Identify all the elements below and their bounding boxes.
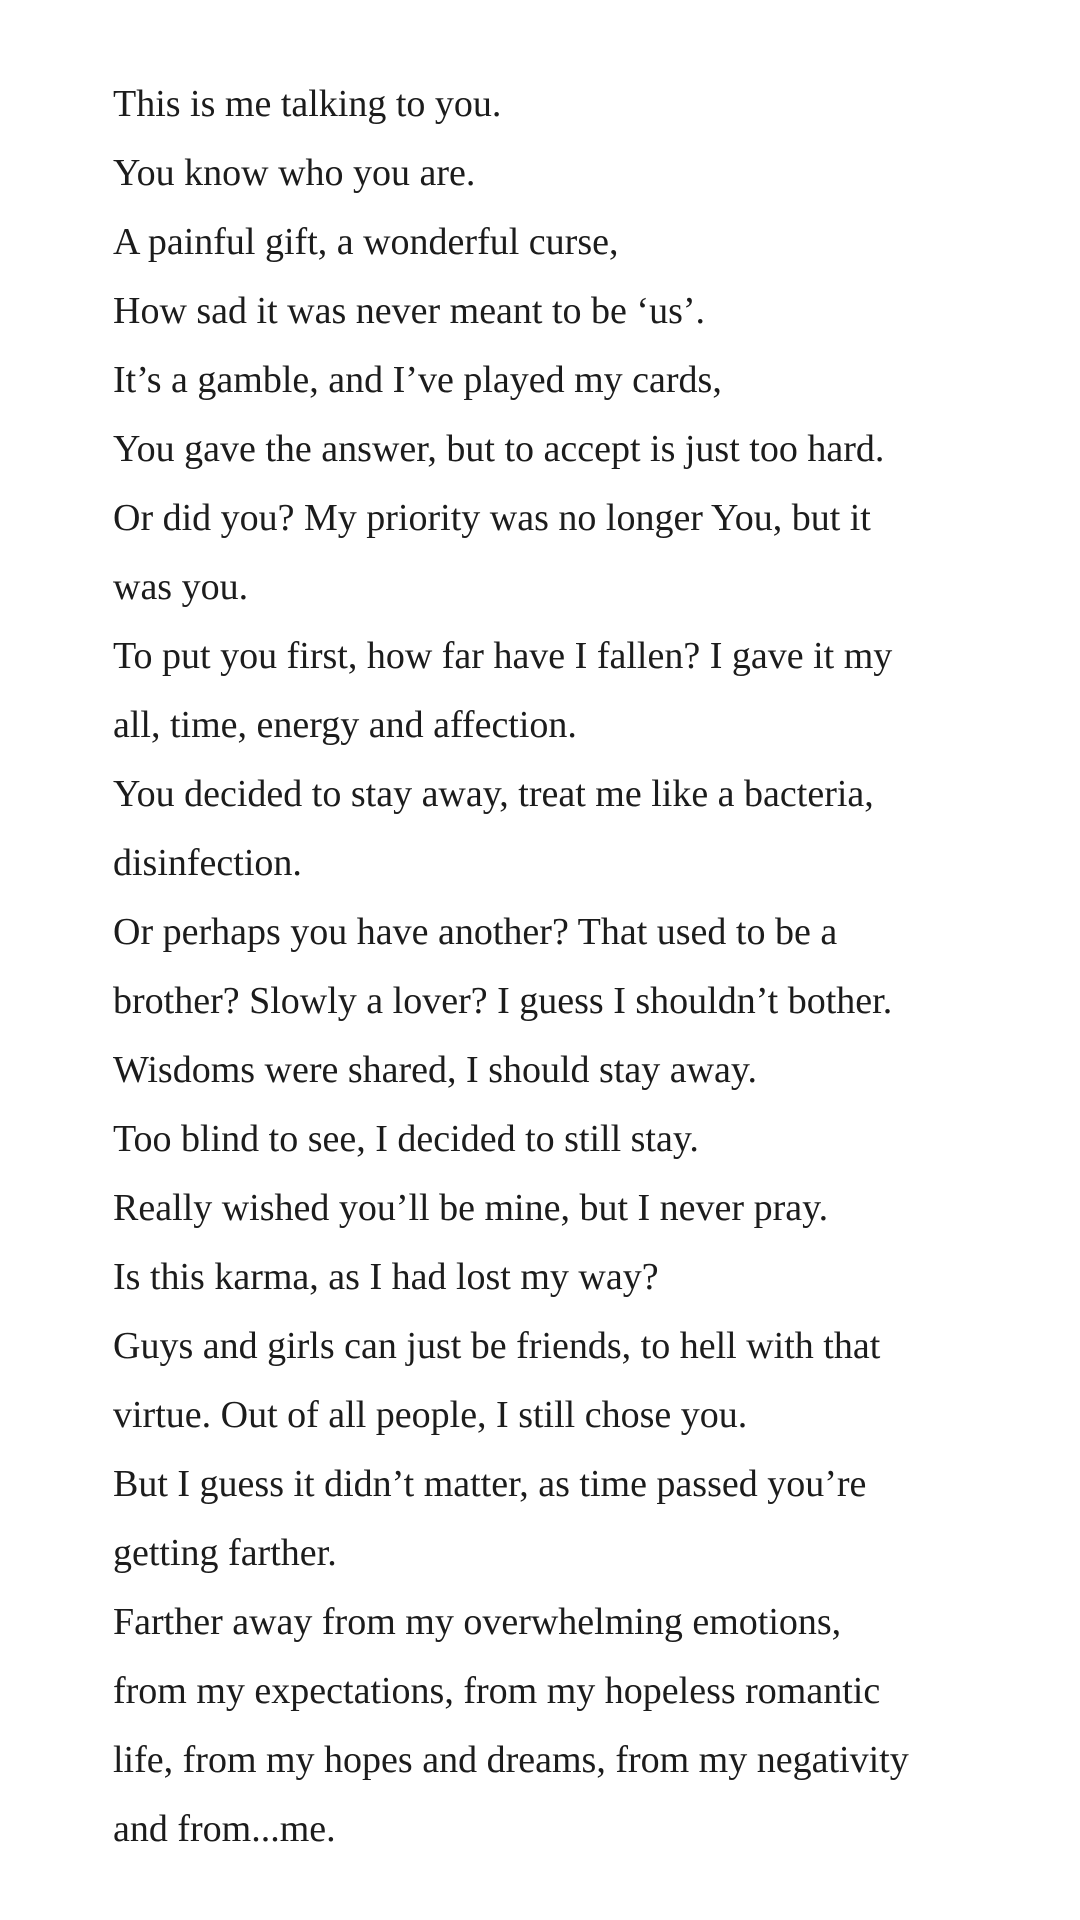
poem-line: Or perhaps you have another? That used to be a xyxy=(113,911,838,953)
poem-line: and from...me. xyxy=(113,1808,336,1850)
poem-line: It’s a gamble, and I’ve played my cards, xyxy=(113,359,722,401)
poem-line: Wisdoms were shared, I should stay away. xyxy=(113,1049,757,1091)
poem-line: You gave the answer, but to accept is just too hard. xyxy=(113,428,885,470)
poem-line: To put you first, how far have I fallen? I gave it my xyxy=(113,635,893,677)
poem-line: was you. xyxy=(113,566,249,608)
poem-line: But I guess it didn’t matter, as time passed you’re xyxy=(113,1463,867,1505)
poem-line: Too blind to see, I decided to still stay. xyxy=(113,1118,699,1160)
poem-line: life, from my hopes and dreams, from my negativity xyxy=(113,1739,909,1781)
poem-line: Really wished you’ll be mine, but I never pray. xyxy=(113,1187,829,1229)
poem-line: How sad it was never meant to be ‘us’. xyxy=(113,290,706,332)
poem-line: You decided to stay away, treat me like a bacteria, xyxy=(113,773,874,815)
poem-line: Or did you? My priority was no longer You, but it xyxy=(113,497,871,539)
poem-line: A painful gift, a wonderful curse, xyxy=(113,221,619,263)
poem-line: This is me talking to you. xyxy=(113,83,502,125)
poem-body xyxy=(113,70,1040,1864)
poem-line: brother? Slowly a lover? I guess I shouldn’t bother. xyxy=(113,980,893,1022)
poem-line: all, time, energy and affection. xyxy=(113,704,577,746)
poem-line: Farther away from my overwhelming emotions, xyxy=(113,1601,842,1643)
poem-line: You know who you are. xyxy=(113,152,476,194)
poem-line: from my expectations, from my hopeless romantic xyxy=(113,1670,881,1712)
poem-line: Guys and girls can just be friends, to hell with that xyxy=(113,1325,881,1367)
poem-line: disinfection. xyxy=(113,842,302,884)
poem-line: Is this karma, as I had lost my way? xyxy=(113,1256,659,1298)
poem-line: virtue. Out of all people, I still chose you. xyxy=(113,1394,748,1436)
poem-line: getting farther. xyxy=(113,1532,337,1574)
